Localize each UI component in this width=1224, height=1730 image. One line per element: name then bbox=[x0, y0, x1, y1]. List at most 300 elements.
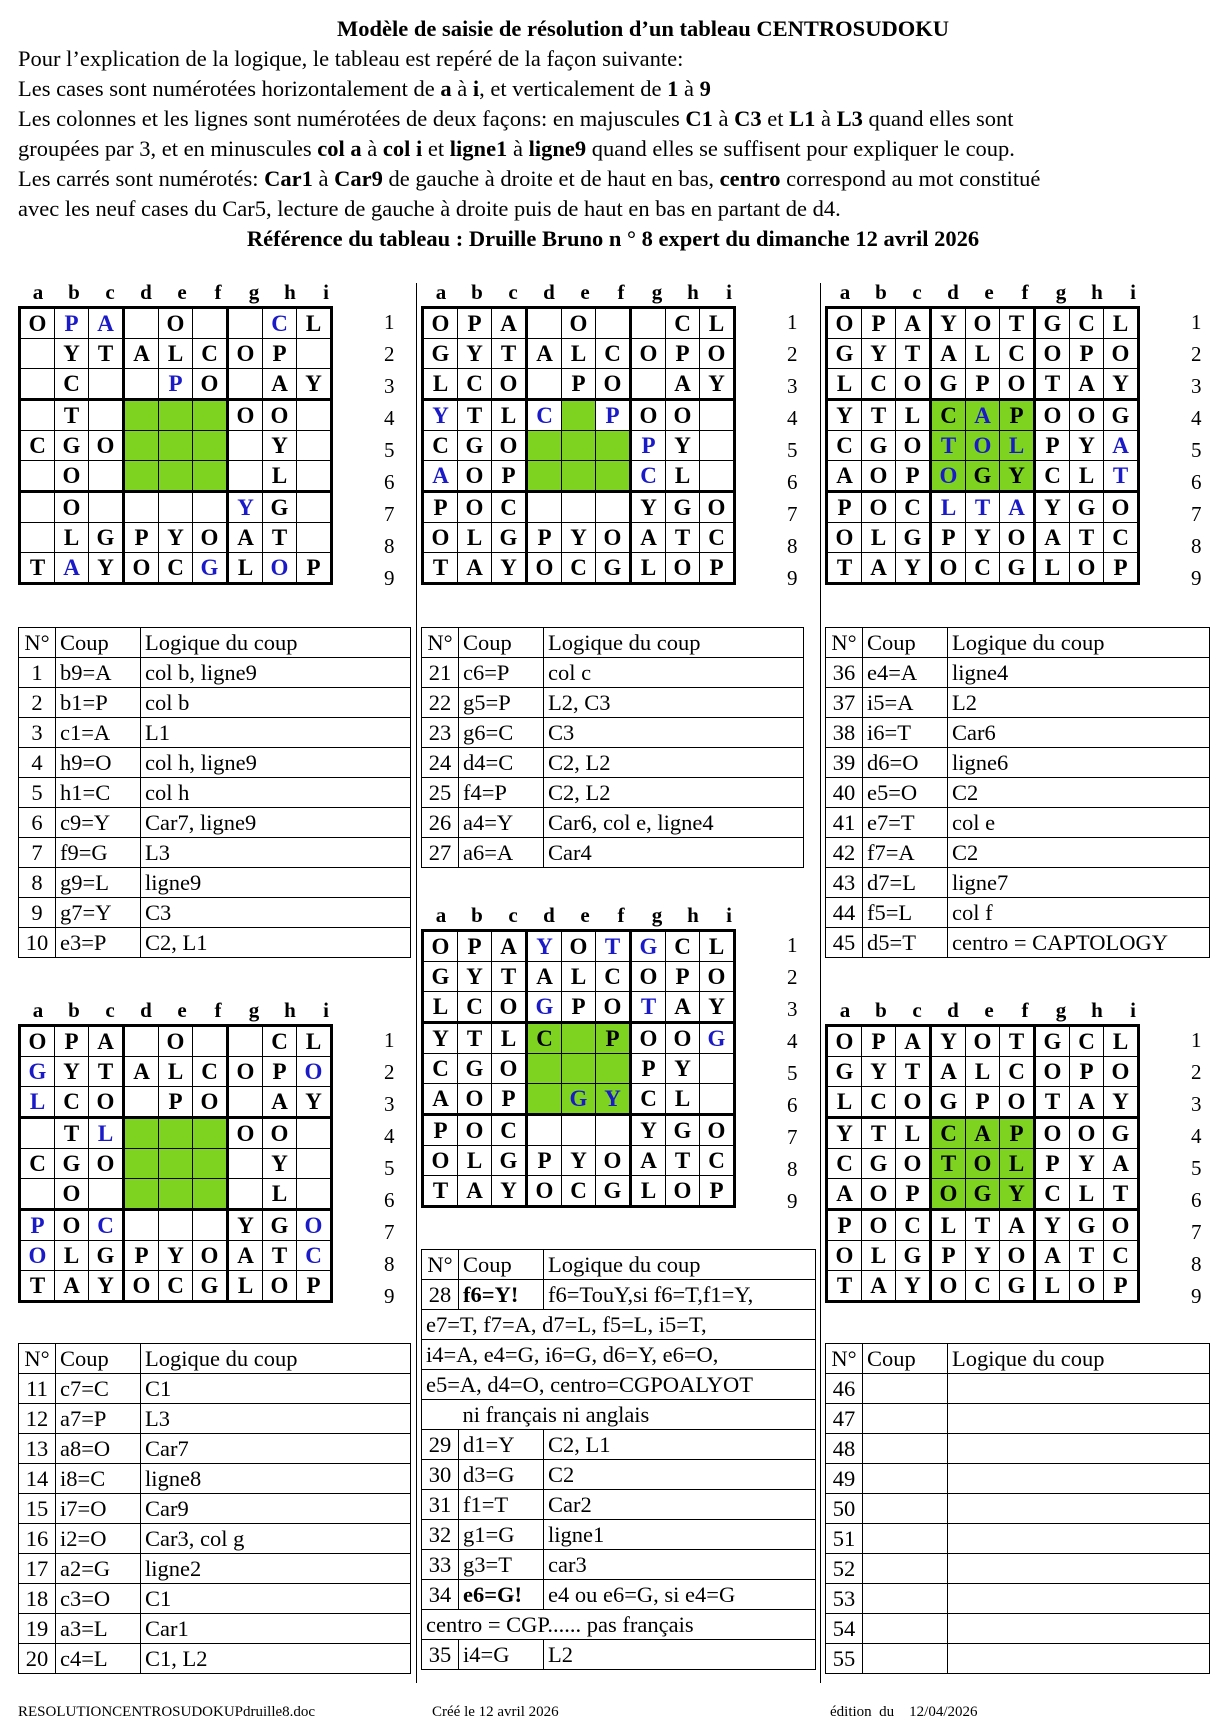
footer-edition: édition du 12/04/2026 bbox=[830, 1704, 978, 1720]
row-number: 2 bbox=[384, 1060, 395, 1084]
grid-cell: A bbox=[862, 553, 896, 584]
move-logique: ligne7 bbox=[948, 868, 1210, 898]
grid-cell: Y bbox=[666, 1054, 700, 1084]
move-number: 54 bbox=[826, 1614, 863, 1644]
column-letter: d bbox=[140, 998, 152, 1022]
move-number: 15 bbox=[19, 1494, 56, 1524]
column-letter: e bbox=[984, 998, 994, 1022]
grid-cell: O bbox=[89, 1087, 124, 1118]
intro-text bbox=[18, 14, 1208, 254]
row-number: 4 bbox=[384, 1124, 395, 1148]
grid-cell bbox=[89, 369, 124, 400]
move-coup bbox=[863, 1374, 948, 1404]
grid-row bbox=[423, 1054, 735, 1084]
grid-cell: O bbox=[263, 553, 297, 584]
grid-cell bbox=[297, 461, 332, 492]
row-numbers bbox=[384, 306, 408, 594]
grid-cell bbox=[193, 1210, 228, 1241]
row-number: 9 bbox=[787, 566, 798, 590]
grid-cell: O bbox=[700, 962, 735, 992]
column-letters bbox=[18, 998, 408, 1022]
row-number: 4 bbox=[384, 406, 395, 430]
grid-cell: A bbox=[1000, 1210, 1035, 1241]
grid-cell: G bbox=[89, 1241, 124, 1271]
grid-cell bbox=[193, 1118, 228, 1149]
grid-row bbox=[827, 1118, 1139, 1149]
column-letters bbox=[825, 998, 1215, 1022]
grid-cell: O bbox=[1035, 1118, 1070, 1149]
grid-cell: G bbox=[1000, 1271, 1035, 1302]
grid-cell: C bbox=[1000, 339, 1035, 369]
table-row bbox=[826, 1524, 1210, 1554]
grid-cell: O bbox=[89, 431, 124, 461]
grid-cell: O bbox=[862, 492, 896, 523]
grid-cell: L bbox=[159, 339, 193, 369]
grid-cell bbox=[700, 1054, 735, 1084]
grid-cell: A bbox=[631, 523, 666, 553]
move-coup bbox=[863, 1644, 948, 1674]
move-logique: L3 bbox=[141, 838, 411, 868]
header-n: N° bbox=[422, 628, 459, 658]
move-number: 38 bbox=[826, 718, 863, 748]
grid-cell: O bbox=[931, 1179, 966, 1210]
column-letter: c bbox=[912, 998, 922, 1022]
move-number: 11 bbox=[19, 1374, 56, 1404]
column-letter: e bbox=[580, 280, 590, 304]
moves-table-3 bbox=[825, 627, 1210, 958]
column-letter: g bbox=[651, 903, 663, 927]
move-number: 29 bbox=[422, 1430, 459, 1460]
move-logique-cont: centro = CGP...... pas français bbox=[422, 1610, 816, 1640]
grid-row bbox=[423, 461, 735, 492]
row-number: 3 bbox=[787, 997, 798, 1021]
grid-cell: O bbox=[827, 523, 862, 553]
grid-cell bbox=[159, 1118, 193, 1149]
table-row bbox=[19, 1554, 411, 1584]
grid-cell: G bbox=[89, 523, 124, 553]
grid-cell bbox=[89, 492, 124, 523]
row-number: 7 bbox=[1191, 1220, 1202, 1244]
grid-cell bbox=[297, 1149, 332, 1179]
row-numbers bbox=[787, 929, 811, 1217]
row-numbers bbox=[787, 306, 811, 594]
table-row bbox=[826, 778, 1210, 808]
move-coup: a2=G bbox=[56, 1554, 141, 1584]
grid-cell: G bbox=[596, 1176, 631, 1207]
grid-cell: O bbox=[20, 1241, 55, 1271]
move-number: 46 bbox=[826, 1374, 863, 1404]
grid-cell: O bbox=[527, 1176, 562, 1207]
header-coup: Coup bbox=[56, 628, 141, 658]
grid-cell bbox=[20, 1118, 55, 1149]
column-letter: c bbox=[912, 280, 922, 304]
grid-cell: Y bbox=[55, 339, 89, 369]
grid-cell: O bbox=[896, 431, 931, 461]
column-letter: a bbox=[32, 280, 44, 304]
grid-cell: P bbox=[423, 1115, 458, 1146]
grid-cell: A bbox=[89, 1026, 124, 1057]
grid-cell: P bbox=[1000, 400, 1035, 431]
grid-cell: A bbox=[666, 992, 700, 1023]
grid-cell bbox=[562, 461, 596, 492]
table-row bbox=[422, 1340, 816, 1370]
grid-cell: O bbox=[631, 339, 666, 369]
grid-cell: L bbox=[89, 1118, 124, 1149]
header-logique: Logique du coup bbox=[948, 1344, 1210, 1374]
move-number: 47 bbox=[826, 1404, 863, 1434]
grid-cell bbox=[159, 400, 193, 431]
grid-cell: A bbox=[124, 339, 159, 369]
move-logique: car3 bbox=[544, 1550, 816, 1580]
move-number: 8 bbox=[19, 868, 56, 898]
moves-table-4 bbox=[18, 1343, 411, 1674]
grid-cell: C bbox=[1035, 1179, 1070, 1210]
grid-cell: P bbox=[297, 553, 332, 584]
grid-cell: A bbox=[124, 1057, 159, 1087]
grid-cell: O bbox=[1035, 1057, 1070, 1087]
row-number: 2 bbox=[787, 965, 798, 989]
grid-cell: C bbox=[596, 962, 631, 992]
grid-cell: L bbox=[297, 1026, 332, 1057]
sudoku-grid bbox=[421, 929, 736, 1208]
grid-cell: G bbox=[596, 553, 631, 584]
grid-cell bbox=[527, 1084, 562, 1115]
move-number: 39 bbox=[826, 748, 863, 778]
grid-row bbox=[423, 962, 735, 992]
grid-cell bbox=[700, 1084, 735, 1115]
grid-cell: Y bbox=[562, 523, 596, 553]
intro-line-5: Les carrés sont numérotés: Car1 à Car9 de gauche à droite et de haut en bas, centro correspond au mot constitué bbox=[18, 166, 1041, 191]
grid-cell: Y bbox=[1104, 1087, 1139, 1118]
table-row bbox=[422, 778, 804, 808]
grid-cell: C bbox=[527, 400, 562, 431]
column-letter: b bbox=[68, 998, 80, 1022]
grid-cell: O bbox=[700, 492, 735, 523]
table-row bbox=[826, 838, 1210, 868]
grid-cell: A bbox=[492, 308, 527, 339]
grid-cell: G bbox=[492, 1146, 527, 1176]
move-logique: col e bbox=[948, 808, 1210, 838]
grid-row bbox=[827, 461, 1139, 492]
grid-cell: C bbox=[1104, 523, 1139, 553]
grid-cell: Y bbox=[862, 1057, 896, 1087]
move-logique: Car6, col e, ligne4 bbox=[544, 808, 804, 838]
move-coup: a8=O bbox=[56, 1434, 141, 1464]
move-number: 9 bbox=[19, 898, 56, 928]
grid-cell: P bbox=[124, 523, 159, 553]
grid-row bbox=[20, 1087, 332, 1118]
grid-row bbox=[20, 492, 332, 523]
grid-cell: L bbox=[827, 369, 862, 400]
sudoku-grid bbox=[18, 1024, 333, 1303]
header-n: N° bbox=[826, 1344, 863, 1374]
move-number: 13 bbox=[19, 1434, 56, 1464]
move-logique: centro = CAPTOLOGY bbox=[948, 928, 1210, 958]
grid-cell bbox=[124, 369, 159, 400]
move-coup: f5=L bbox=[863, 898, 948, 928]
grid-cell: L bbox=[862, 523, 896, 553]
move-logique bbox=[948, 1494, 1210, 1524]
grid-cell: P bbox=[596, 400, 631, 431]
grid-cell: P bbox=[1104, 1271, 1139, 1302]
row-number: 9 bbox=[1191, 566, 1202, 590]
grid-row bbox=[20, 1271, 332, 1302]
grid-row bbox=[827, 1210, 1139, 1241]
grid-cell: L bbox=[700, 931, 735, 962]
table-row bbox=[826, 688, 1210, 718]
column-letter: i bbox=[726, 280, 732, 304]
grid-cell: L bbox=[458, 523, 492, 553]
grid-row bbox=[423, 400, 735, 431]
move-logique: col h, ligne9 bbox=[141, 748, 411, 778]
grid-cell: Y bbox=[297, 369, 332, 400]
move-number: 19 bbox=[19, 1614, 56, 1644]
grid-cell: G bbox=[1104, 1118, 1139, 1149]
table-row bbox=[19, 898, 411, 928]
grid-cell: G bbox=[896, 523, 931, 553]
grid-cell: G bbox=[827, 339, 862, 369]
grid-cell: G bbox=[1070, 1210, 1104, 1241]
grid-row bbox=[20, 553, 332, 584]
header-logique: Logique du coup bbox=[141, 1344, 411, 1374]
grid-cell: O bbox=[1000, 1241, 1035, 1271]
grid-cell: Y bbox=[827, 1118, 862, 1149]
row-number: 5 bbox=[384, 1156, 395, 1180]
grid-cell: T bbox=[263, 523, 297, 553]
grid-cell: P bbox=[631, 431, 666, 461]
moves-table-2 bbox=[421, 627, 804, 868]
grid-cell: O bbox=[527, 553, 562, 584]
grid-cell: P bbox=[931, 1241, 966, 1271]
grid-cell bbox=[159, 1149, 193, 1179]
grid-cell: L bbox=[1000, 1149, 1035, 1179]
move-number: 21 bbox=[422, 658, 459, 688]
table-row bbox=[19, 1614, 411, 1644]
table-row bbox=[826, 1494, 1210, 1524]
grid-cell: O bbox=[1070, 1118, 1104, 1149]
row-number: 7 bbox=[384, 502, 395, 526]
move-logique bbox=[948, 1614, 1210, 1644]
grid-cell: O bbox=[1070, 400, 1104, 431]
grid-cell: C bbox=[931, 400, 966, 431]
grid-cell bbox=[297, 400, 332, 431]
grid-cell bbox=[159, 492, 193, 523]
grid-cell: T bbox=[263, 1241, 297, 1271]
row-number: 9 bbox=[1191, 1284, 1202, 1308]
grid-step-6 bbox=[825, 998, 1215, 1316]
grid-cell: A bbox=[492, 931, 527, 962]
grid-cell: C bbox=[263, 1026, 297, 1057]
grid-cell: G bbox=[700, 1023, 735, 1054]
grid-cell bbox=[20, 492, 55, 523]
grid-cell: G bbox=[862, 431, 896, 461]
grid-cell: C bbox=[862, 1087, 896, 1118]
move-logique: C3 bbox=[544, 718, 804, 748]
grid-cell: O bbox=[263, 400, 297, 431]
grid-cell: Y bbox=[492, 553, 527, 584]
grid-cell: C bbox=[1035, 461, 1070, 492]
grid-cell bbox=[562, 400, 596, 431]
grid-cell: A bbox=[89, 308, 124, 339]
grid-row bbox=[827, 400, 1139, 431]
grid-cell: T bbox=[1000, 1026, 1035, 1057]
column-letter: c bbox=[508, 280, 518, 304]
row-number: 2 bbox=[384, 342, 395, 366]
grid-row bbox=[20, 369, 332, 400]
grid-cell: O bbox=[55, 1179, 89, 1210]
move-number: 12 bbox=[19, 1404, 56, 1434]
grid-cell: O bbox=[827, 1241, 862, 1271]
grid-cell: G bbox=[55, 1149, 89, 1179]
move-number: 18 bbox=[19, 1584, 56, 1614]
grid-cell: G bbox=[1070, 492, 1104, 523]
grid-cell: P bbox=[896, 461, 931, 492]
grid-cell bbox=[527, 1115, 562, 1146]
grid-cell: O bbox=[492, 369, 527, 400]
move-number: 16 bbox=[19, 1524, 56, 1554]
grid-cell: Y bbox=[89, 553, 124, 584]
grid-cell: C bbox=[827, 1149, 862, 1179]
grid-cell bbox=[596, 461, 631, 492]
column-letter: i bbox=[726, 903, 732, 927]
grid-cell: G bbox=[862, 1149, 896, 1179]
grid-cell: P bbox=[527, 1146, 562, 1176]
table-row bbox=[19, 808, 411, 838]
grid-cell: O bbox=[263, 1271, 297, 1302]
move-logique: C2 bbox=[948, 778, 1210, 808]
row-number: 3 bbox=[787, 374, 798, 398]
grid-step-4 bbox=[18, 998, 408, 1316]
move-number: 24 bbox=[422, 748, 459, 778]
move-coup bbox=[863, 1464, 948, 1494]
grid-cell bbox=[228, 1087, 263, 1118]
grid-cell: O bbox=[1070, 1271, 1104, 1302]
grid-row bbox=[20, 1179, 332, 1210]
grid-cell bbox=[700, 400, 735, 431]
grid-cell bbox=[700, 461, 735, 492]
column-letter: h bbox=[687, 903, 699, 927]
grid-cell: P bbox=[862, 1026, 896, 1057]
row-number: 6 bbox=[787, 470, 798, 494]
table-row bbox=[826, 898, 1210, 928]
grid-cell: G bbox=[931, 369, 966, 400]
grid-cell: Y bbox=[423, 400, 458, 431]
move-coup bbox=[863, 1434, 948, 1464]
sudoku-grid bbox=[18, 306, 333, 585]
row-number: 2 bbox=[1191, 342, 1202, 366]
grid-cell: O bbox=[631, 400, 666, 431]
grid-row bbox=[423, 1084, 735, 1115]
table-row bbox=[422, 1280, 816, 1310]
column-letter: b bbox=[68, 280, 80, 304]
grid-cell: P bbox=[666, 339, 700, 369]
grid-cell: G bbox=[263, 1210, 297, 1241]
grid-cell: O bbox=[666, 553, 700, 584]
move-coup: i2=O bbox=[56, 1524, 141, 1554]
grid-cell: G bbox=[423, 339, 458, 369]
grid-row bbox=[20, 400, 332, 431]
table-row bbox=[826, 1584, 1210, 1614]
grid-cell: T bbox=[55, 400, 89, 431]
grid-cell: O bbox=[492, 431, 527, 461]
column-letters bbox=[825, 280, 1215, 304]
column-letter: g bbox=[651, 280, 663, 304]
grid-cell: T bbox=[1070, 1241, 1104, 1271]
grid-cell: C bbox=[596, 339, 631, 369]
grid-cell: O bbox=[263, 1118, 297, 1149]
column-letters bbox=[18, 280, 408, 304]
table-row bbox=[826, 658, 1210, 688]
grid-cell: A bbox=[263, 369, 297, 400]
grid-cell: G bbox=[1104, 400, 1139, 431]
row-number: 8 bbox=[1191, 1252, 1202, 1276]
grid-cell: L bbox=[228, 1271, 263, 1302]
grid-cell bbox=[124, 1087, 159, 1118]
row-number: 3 bbox=[1191, 374, 1202, 398]
sudoku-grid bbox=[825, 306, 1140, 585]
move-coup bbox=[863, 1614, 948, 1644]
grid-cell bbox=[124, 308, 159, 339]
row-numbers bbox=[384, 1024, 408, 1312]
header-logique: Logique du coup bbox=[141, 628, 411, 658]
move-logique: ligne2 bbox=[141, 1554, 411, 1584]
grid-row bbox=[423, 553, 735, 584]
grid-cell: Y bbox=[631, 1115, 666, 1146]
column-letter: f bbox=[617, 903, 625, 927]
move-logique: Car6 bbox=[948, 718, 1210, 748]
grid-cell: P bbox=[631, 1054, 666, 1084]
move-coup: g3=T bbox=[459, 1550, 544, 1580]
grid-cell: Y bbox=[700, 369, 735, 400]
move-coup: h1=C bbox=[56, 778, 141, 808]
grid-cell: A bbox=[1035, 523, 1070, 553]
grid-cell: G bbox=[562, 1084, 596, 1115]
grid-cell: O bbox=[228, 339, 263, 369]
grid-cell: T bbox=[20, 553, 55, 584]
move-coup: b9=A bbox=[56, 658, 141, 688]
table-row bbox=[826, 1434, 1210, 1464]
column-letter: a bbox=[435, 280, 447, 304]
grid-cell: O bbox=[193, 1241, 228, 1271]
grid-cell: P bbox=[827, 1210, 862, 1241]
move-logique: L2 bbox=[544, 1640, 816, 1670]
grid-cell: Y bbox=[666, 431, 700, 461]
grid-cell: C bbox=[562, 1176, 596, 1207]
table-row bbox=[422, 838, 804, 868]
grid-cell: O bbox=[458, 461, 492, 492]
move-number: 2 bbox=[19, 688, 56, 718]
grid-cell bbox=[297, 339, 332, 369]
column-letter: e bbox=[984, 280, 994, 304]
move-logique: e4 ou e6=G, si e4=G bbox=[544, 1580, 816, 1610]
grid-cell: G bbox=[931, 1087, 966, 1118]
move-number: 5 bbox=[19, 778, 56, 808]
grid-cell: O bbox=[124, 1271, 159, 1302]
grid-cell: L bbox=[1070, 461, 1104, 492]
move-coup: i4=G bbox=[459, 1640, 544, 1670]
table-row bbox=[422, 1430, 816, 1460]
grid-cell: Y bbox=[423, 1023, 458, 1054]
table-header-row bbox=[19, 1344, 411, 1374]
grid-cell: Y bbox=[263, 1149, 297, 1179]
grid-cell: T bbox=[1035, 369, 1070, 400]
move-coup bbox=[863, 1554, 948, 1584]
grid-cell: A bbox=[1104, 431, 1139, 461]
grid-row bbox=[20, 431, 332, 461]
row-number: 5 bbox=[1191, 1156, 1202, 1180]
grid-cell: C bbox=[896, 492, 931, 523]
grid-cell: O bbox=[966, 1149, 1000, 1179]
